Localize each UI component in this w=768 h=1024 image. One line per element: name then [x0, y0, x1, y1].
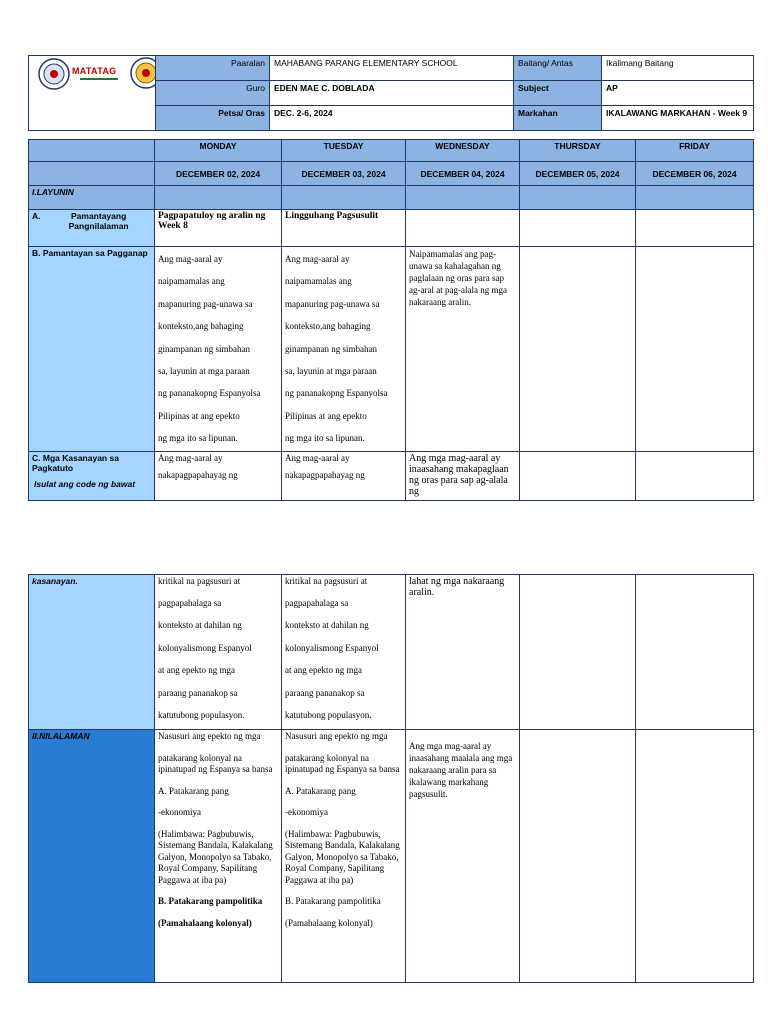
section-layunin: I.LAYUNIN — [29, 186, 155, 210]
row-b-tue-line: ginampanan ng simbahan — [285, 343, 377, 354]
nilalaman-tue-l2: patakarang kolonyal na ipinatupad ng Espanya sa bansa — [285, 752, 400, 774]
row-c2-thu — [520, 575, 636, 730]
row-c2-note: kasanayan. — [29, 575, 155, 730]
nilalaman-mon-l1: Nasusuri ang epekto ng mga — [158, 731, 261, 741]
row-b-label: B. Pamantayan sa Pagganap — [29, 247, 155, 452]
row-b-mon-line: konteksto,ang bahaging — [158, 321, 244, 332]
row-c2-tue-line: konteksto at dahilan ng — [285, 620, 369, 631]
row-c2-mon-line: pagpapahalaga sa — [158, 598, 222, 608]
row-b-mon-line: mapanuring pag-unawa sa — [158, 298, 253, 309]
label-paaralan: Paaralan — [156, 56, 270, 81]
nilalaman-wed: Ang mga mag-aaral ay inaasahang maalala ang mga nakaraang aralin para sa ikalawang markahang pagsusulit. — [406, 730, 520, 983]
nilalaman-tue-l4: -ekonomiya — [285, 807, 328, 817]
row-b-tue-line: ng mga ito sa lipunan. — [285, 433, 365, 444]
section-layunin-mon — [155, 186, 282, 210]
row-c2-mon-line: katutubong populasyon. — [158, 710, 245, 721]
row-b-mon-line: naipamamalas ang — [158, 276, 225, 287]
row-c2-mon-line: paraang pananakop sa — [158, 687, 238, 698]
row-c2-wed: lahat ng mga nakaraang aralin. — [406, 575, 520, 730]
row-c-mon-line: Ang mag-aaral ay — [158, 452, 223, 463]
row-a-tue: Lingguhang Pagsusulit — [282, 210, 406, 247]
row-a-fri — [636, 210, 754, 247]
row-b-tue-line: sa, layunin at mga paraan — [285, 366, 377, 377]
row-c2-mon-line: at ang epekto ng mga — [158, 665, 235, 676]
nilalaman-mon — [155, 730, 282, 983]
day-monday: MONDAY — [155, 140, 282, 162]
row-b-tue — [282, 247, 406, 452]
day-friday: FRIDAY — [636, 140, 754, 162]
section-layunin-wed — [406, 186, 520, 210]
label-markahan: Markahan — [514, 106, 602, 131]
row-a-label — [29, 210, 155, 247]
row-c-label — [29, 451, 155, 500]
row-c-tue — [282, 451, 406, 500]
row-c-note: Isulat ang code ng bawat — [34, 478, 136, 489]
row-c2-fri — [636, 575, 754, 730]
value-guro: EDEN MAE C. DOBLADA — [270, 81, 514, 106]
nilalaman-tue-l1: Nasusuri ang epekto ng mga — [285, 731, 388, 741]
row-b-tue-line: konteksto,ang bahaging — [285, 321, 371, 332]
nilalaman-tue-l5: (Halimbawa: Pagbubuwis, Sistemang Bandala, Kalakalang Galyon, Monopolyo sa Tabako, Royal Company, Sapilitang Paggawa at iba pa) — [285, 828, 400, 885]
day-wednesday: WEDNESDAY — [406, 140, 520, 162]
row-c-tue-line: nakapagpapahayag ng — [285, 469, 365, 480]
row-c-mon — [155, 451, 282, 500]
row-c2-tue — [282, 575, 406, 730]
row-c-tue-line: Ang mag-aaral ay — [285, 452, 350, 463]
nilalaman-mon-l3: A. Patakarang pang — [158, 785, 229, 796]
header-info-table — [28, 55, 754, 131]
nilalaman-mon-l4: -ekonomiya — [158, 807, 201, 817]
row-c2-mon-line: konteksto at dahilan ng — [158, 620, 242, 631]
row-c-thu — [520, 451, 636, 500]
nilalaman-tue — [282, 730, 406, 983]
row-b-thu — [520, 247, 636, 452]
matatag-logo: MATATAG — [72, 66, 117, 76]
row-c2-mon-line: kritikal na pagsusuri at — [158, 576, 241, 586]
label-petsa: Petsa/ Oras — [156, 106, 270, 131]
row-c2-tue-line: kritikal na pagsusuri at — [285, 576, 368, 586]
row-a-letter: A. — [32, 211, 41, 221]
section-layunin-thu — [520, 186, 636, 210]
lesson-plan-table-page2 — [28, 574, 754, 983]
row-b-tue-line: mapanuring pag-unawa sa — [285, 298, 380, 309]
row-b-tue-line: ng pananakopng Espanyolsa — [285, 388, 388, 399]
date-friday: DECEMBER 06, 2024 — [636, 162, 754, 186]
row-a-wed — [406, 210, 520, 247]
nilalaman-mon-l7: (Pamahalaang kolonyal) — [158, 917, 252, 928]
row-b-mon-line: ginampanan ng simbahan — [158, 343, 250, 354]
row-c2-tue-line: kolonyalismong Espanyol — [285, 642, 379, 653]
value-markahan: IKALAWANG MARKAHAN - Week 9 — [602, 106, 754, 131]
row-b-mon — [155, 247, 282, 452]
date-thursday: DECEMBER 05, 2024 — [520, 162, 636, 186]
row-b-tue-line: Pilipinas at ang epekto — [285, 410, 367, 421]
row-b-tue-line: naipamamalas ang — [285, 276, 352, 287]
value-paaralan: MAHABANG PARANG ELEMENTARY SCHOOL — [270, 56, 514, 81]
nilalaman-tue-l7: (Pamahalaang kolonyal) — [285, 917, 373, 928]
date-wednesday: DECEMBER 04, 2024 — [406, 162, 520, 186]
row-a-mon: Pagpapatuloy ng aralin ng Week 8 — [155, 210, 282, 247]
lesson-plan-table-page1 — [28, 139, 754, 501]
date-monday: DECEMBER 02, 2024 — [155, 162, 282, 186]
row-b-tue-line: Ang mag-aaral ay — [285, 254, 350, 264]
row-c2-tue-line: katutubong populasyon. — [285, 710, 372, 721]
label-baitang: Baitang/ Antas — [514, 56, 602, 81]
row-c-wed: Ang mga mag-aaral ay inaasahang makapaglaan ng oras para sap ag-alala ng — [406, 451, 520, 500]
value-baitang: Ikalimang Baitang — [602, 56, 754, 81]
logo-cell — [29, 56, 156, 131]
row-b-mon-line: ng pananakopng Espanyolsa — [158, 388, 261, 399]
row-a-text: Pamantayang Pangnilalaman — [68, 211, 129, 231]
row-b-fri — [636, 247, 754, 452]
corner-cell-2 — [29, 162, 155, 186]
value-petsa: DEC. 2-6, 2024 — [270, 106, 514, 131]
row-b-mon-line: ng mga ito sa lipunan. — [158, 433, 238, 444]
nilalaman-mon-l2: patakarang kolonyal na ipinatupad ng Espanya sa bansa — [158, 752, 273, 774]
row-c2-mon — [155, 575, 282, 730]
day-thursday: THURSDAY — [520, 140, 636, 162]
row-c2-tue-line: paraang pananakop sa — [285, 687, 365, 698]
nilalaman-tue-l3: A. Patakarang pang — [285, 785, 356, 796]
row-b-mon-line: sa, layunin at mga paraan — [158, 366, 250, 377]
row-b-wed: Naipamamalas ang pag-unawa sa kahalagahan ng paglalaan ng oras para sap ag-aral at pag-alala ng mga nakaraang aralin. — [406, 247, 520, 452]
nilalaman-mon-l5: (Halimbawa: Pagbubuwis, Sistemang Bandala, Kalakalang Galyon, Monopolyo sa Tabako, Royal Company, Sapilitang Paggawa at iba pa) — [158, 828, 273, 885]
value-subject: AP — [602, 81, 754, 106]
row-c2-tue-line: at ang epekto ng mga — [285, 665, 362, 676]
nilalaman-tue-l6: B. Patakarang pampolitika — [285, 896, 381, 906]
date-tuesday: DECEMBER 03, 2024 — [282, 162, 406, 186]
nilalaman-thu — [520, 730, 636, 983]
row-c2-mon-line: kolonyalismong Espanyol — [158, 642, 252, 653]
section-layunin-tue — [282, 186, 406, 210]
day-tuesday: TUESDAY — [282, 140, 406, 162]
row-a-thu — [520, 210, 636, 247]
row-c-mon-line: nakapagpapahayag ng — [158, 469, 238, 480]
row-c-text: C. Mga Kasanayan sa Pagkatuto — [32, 452, 119, 473]
section-layunin-fri — [636, 186, 754, 210]
corner-cell — [29, 140, 155, 162]
nilalaman-fri — [636, 730, 754, 983]
nilalaman-mon-l6: B. Patakarang pampolitika — [158, 896, 263, 906]
label-guro: Guro — [156, 81, 270, 106]
row-c2-tue-line: pagpapahalaga sa — [285, 598, 349, 608]
label-subject: Subject — [514, 81, 602, 106]
row-b-mon-line: Ang mag-aaral ay — [158, 254, 223, 264]
section-nilalaman: II.NILALAMAN — [29, 730, 155, 983]
row-b-mon-line: Pilipinas at ang epekto — [158, 410, 240, 421]
row-c-fri — [636, 451, 754, 500]
